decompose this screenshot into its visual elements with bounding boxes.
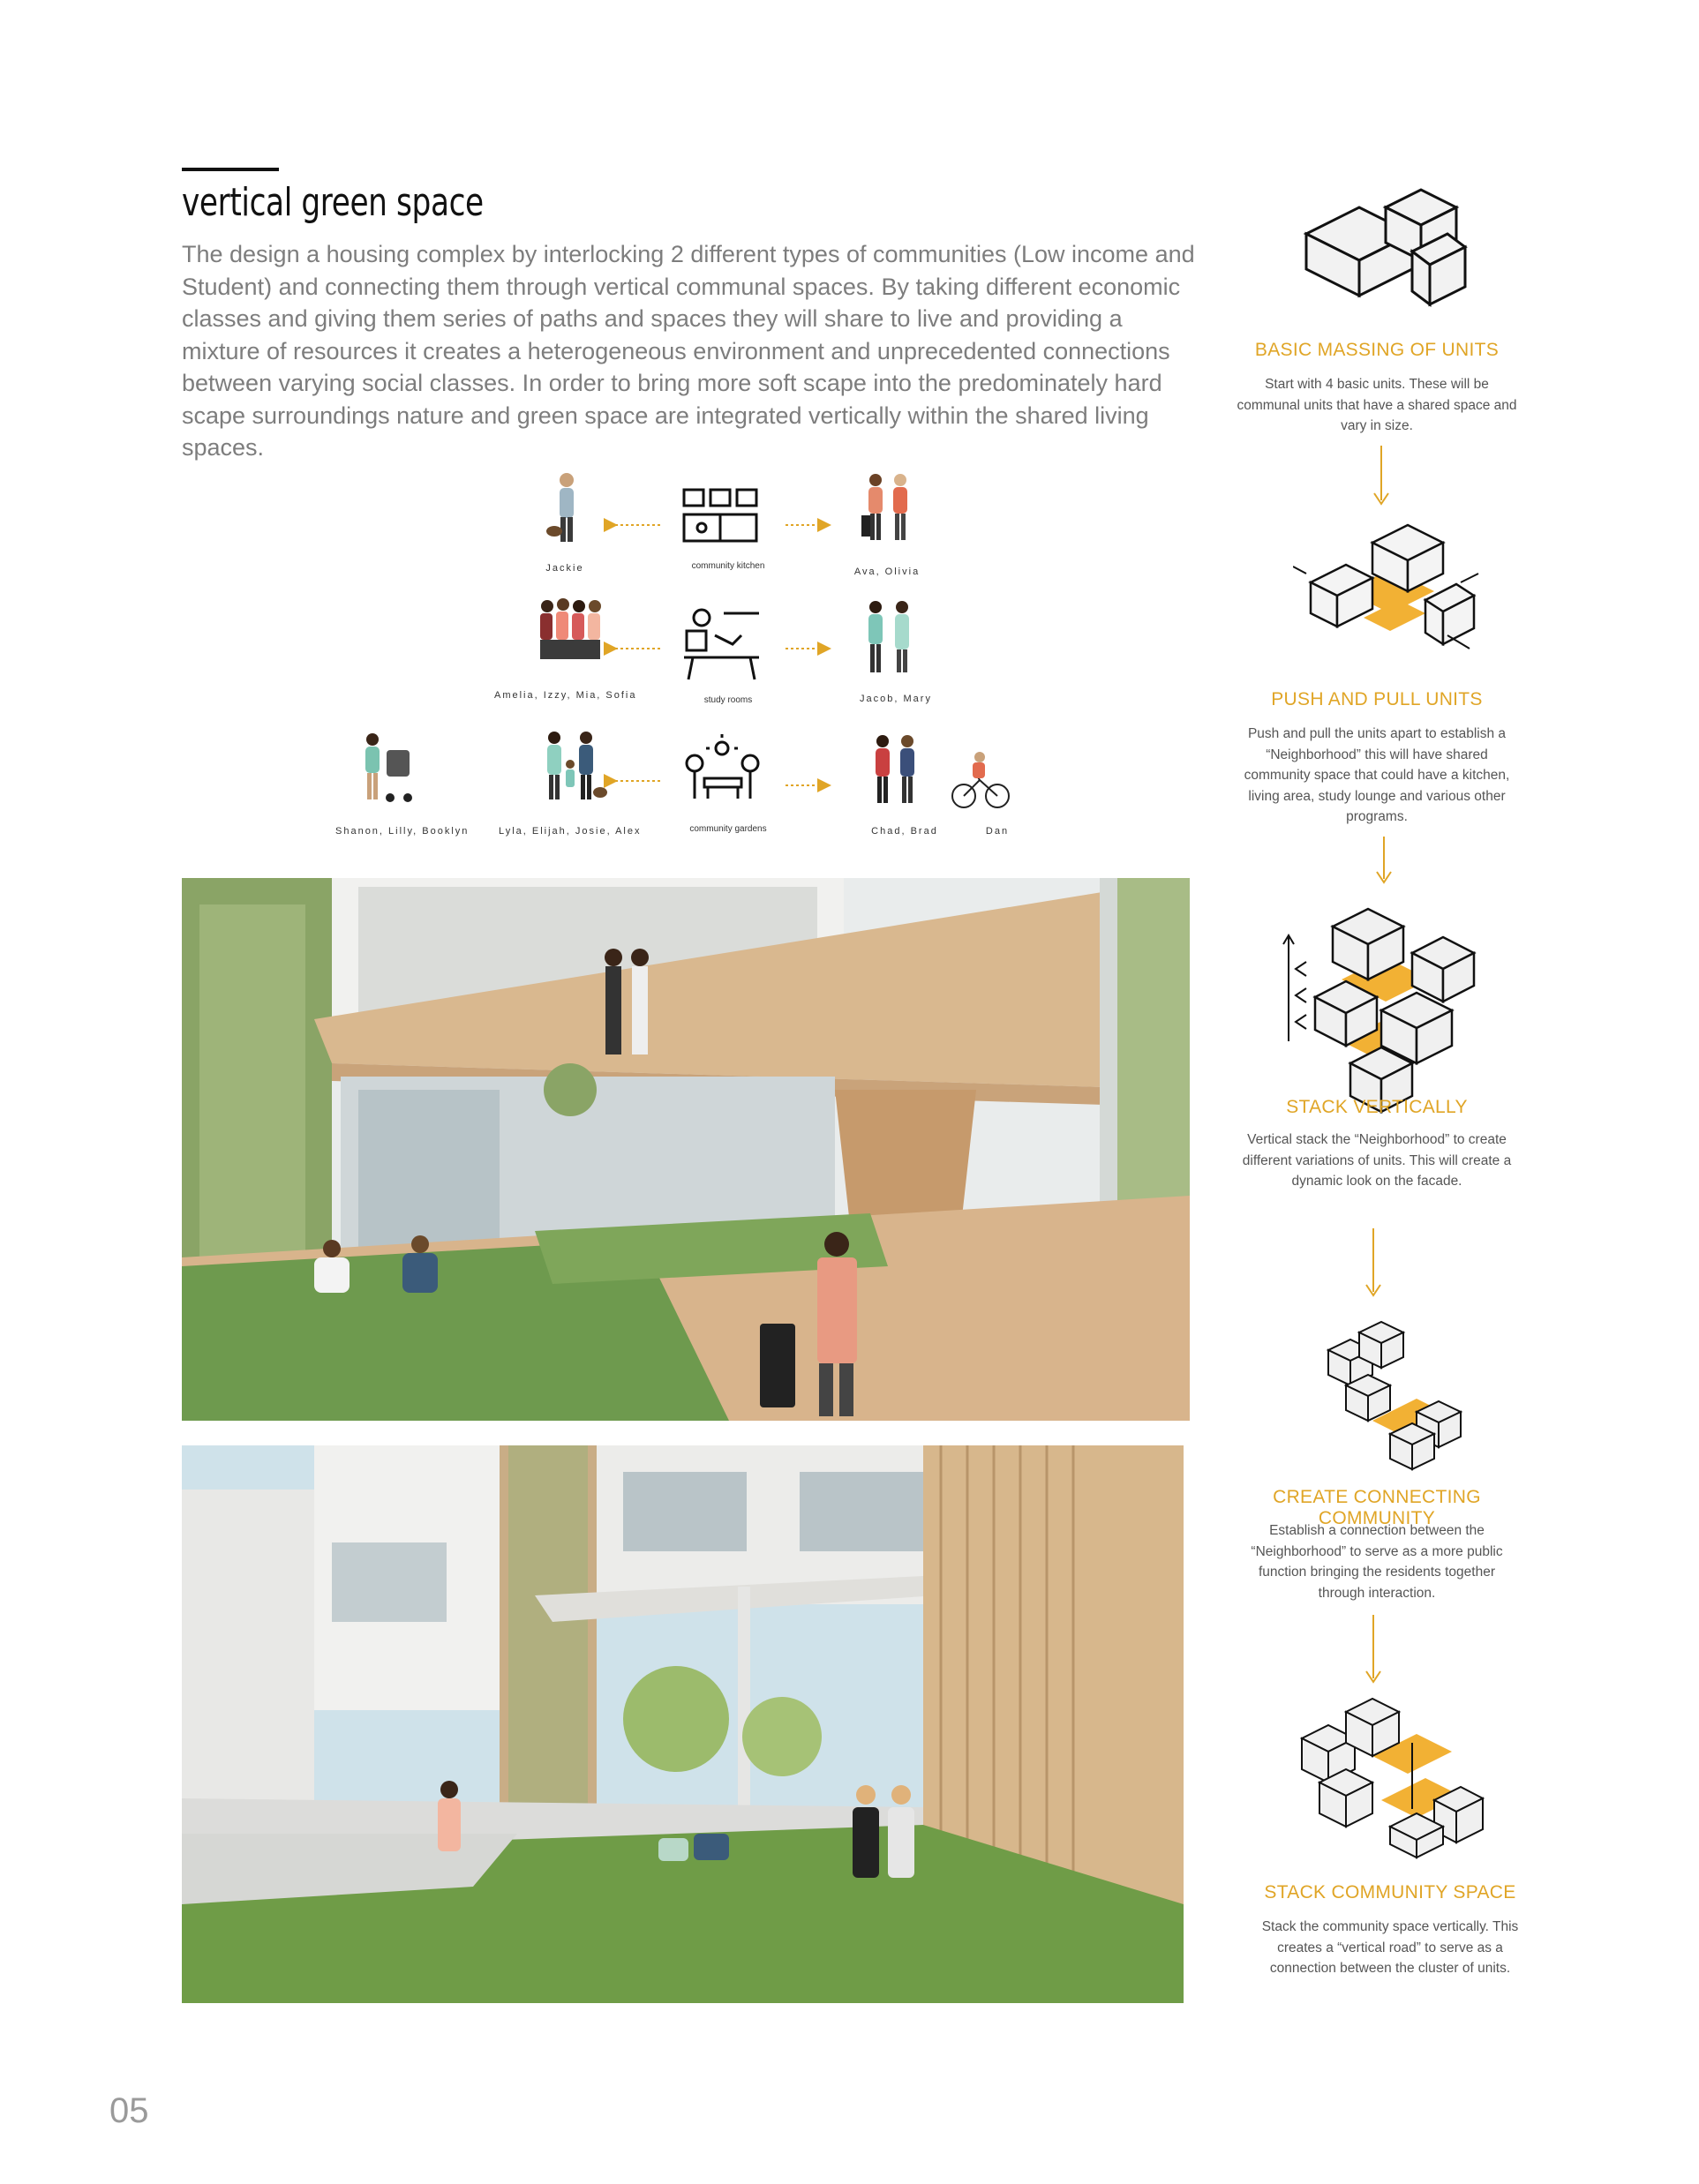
step-2-description: Push and pull the units apart to establish a “Neighborhood” this will have shared community space that could have a kitchen, living area, study lounge and various other programs. <box>1244 726 1510 824</box>
person-amelia-group-figure <box>540 598 601 659</box>
exterior-courtyard-render <box>182 1445 1184 2003</box>
page-title: vertical green space <box>182 180 484 225</box>
label-amelia-group: Amelia, Izzy, Mia, Sofia <box>494 690 637 701</box>
massing-connecting-community-icon <box>1311 1315 1470 1474</box>
program-diagram <box>335 459 1059 847</box>
step-5-description: Stack the community space vertically. This creates a “vertical road” to serve as a connection between the cluster of units. <box>1261 1919 1519 1976</box>
label-dan: Dan <box>985 826 1010 837</box>
step-3-title: STACK VERTICALLY <box>1286 1097 1468 1117</box>
down-arrow-icon <box>1372 446 1390 507</box>
label-community-kitchen: community kitchen <box>691 561 765 571</box>
kitchen-icon <box>684 490 756 541</box>
label-lyla-group: Lyla, Elijah, Josie, Alex <box>499 826 642 837</box>
step-2-title: PUSH AND PULL UNITS <box>1271 689 1483 709</box>
person-ava-olivia-figure <box>861 474 907 540</box>
page-number: 05 <box>109 2091 149 2130</box>
person-chad-brad-figure <box>876 735 914 803</box>
massing-stack-community-icon <box>1293 1694 1487 1862</box>
interior-atrium-render <box>182 878 1190 1421</box>
intro-paragraph: The design a housing complex by interlocking 2 different types of communities (Low income and Student) and connecting them through vertical communal spaces. By taking different economic classes and giving them series of paths and spaces they will share to live and providing a mixture of resources it creates a heterogeneous environment and unprecedented connections between varying social classes. In order to bring more soft scape into the predominately hard scape surroundings nature and green space are integrated vertically within the shared living spaces. <box>182 241 1195 461</box>
step-1-title: BASIC MASSING OF UNITS <box>1254 340 1500 360</box>
person-jacob-mary-figure <box>868 601 909 672</box>
study-room-icon <box>684 610 759 679</box>
massing-basic-units-icon <box>1289 181 1483 322</box>
down-arrow-icon <box>1364 1228 1382 1299</box>
person-jackie-figure <box>546 473 574 542</box>
down-arrow-icon <box>1375 837 1393 885</box>
step-1-description: Start with 4 basic units. These will be communal units that have a shared space and vary in size. <box>1237 377 1517 433</box>
label-jackie: Jackie <box>545 563 584 574</box>
label-community-gardens: community gardens <box>689 824 767 834</box>
person-lyla-group-figure <box>547 732 607 799</box>
down-arrow-icon <box>1364 1615 1382 1685</box>
label-ava-olivia: Ava, Olivia <box>853 567 921 577</box>
person-dan-figure <box>952 752 1009 807</box>
label-chad-brad: Chad, Brad <box>871 826 938 837</box>
step-5-title: STACK COMMUNITY SPACE <box>1264 1882 1516 1903</box>
label-shanon-group: Shanon, Lilly, Booklyn <box>335 826 470 837</box>
massing-push-pull-icon <box>1293 521 1487 662</box>
step-4-title: CREATE CONNECTING COMMUNITY <box>1273 1487 1481 1528</box>
step-3-description: Vertical stack the “Neighborhood” to create different variations of units. This will create a dynamic look on the facade. <box>1242 1132 1512 1189</box>
title-rule <box>182 168 279 171</box>
step-4-description: Establish a connection between the “Neighborhood” to serve as a more public function bringing the residents together through interaction. <box>1251 1523 1503 1601</box>
garden-icon <box>687 734 758 799</box>
label-study-rooms: study rooms <box>703 695 753 705</box>
label-jacob-mary: Jacob, Mary <box>860 694 932 704</box>
person-shanon-group-figure <box>365 733 412 802</box>
massing-stack-vertically-icon <box>1280 900 1492 1116</box>
